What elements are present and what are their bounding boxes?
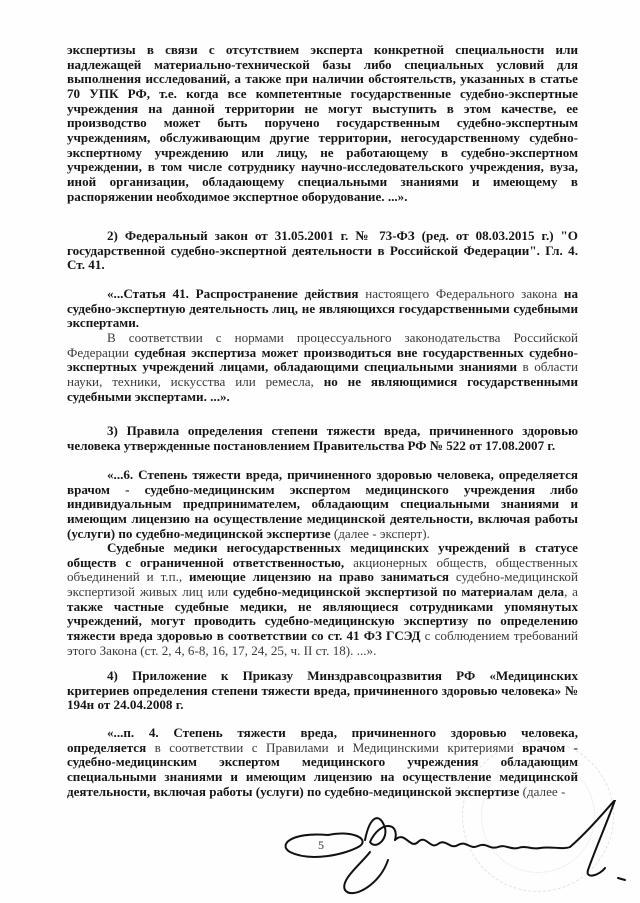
regular-text-run: В соответствии с нормами процессуального законодательства Российской Федерации <box>67 330 578 360</box>
paragraph-procedural-law <box>67 331 578 404</box>
bold-text-run: судебно-медицинской экспертизой по материалам дела <box>232 583 565 599</box>
regular-text-run: в области науки, техники, искусства или ремесла, <box>67 359 578 389</box>
bold-text-run: «...6. Степень тяжести вреда, причиненного здоровью человека, определяется врачом - судебно-медицинским экспертом медицинского учреждения либо индивидуальным предпринимателем, обладающим специальными знаниями и имеющим лицензию на осуществление медицинской деятельности, включая работы (услуги) по судебно-медицинской экспертизе <box>67 467 578 541</box>
signature-scribble <box>395 837 570 848</box>
signature-loop-left <box>286 833 363 856</box>
paragraph-article-41-quote <box>67 287 578 331</box>
regular-text-run: в соответствии с Правилами и Медицинскими критериями <box>146 739 523 755</box>
bold-text-run: 2) Федеральный закон от 31.05.2001 г. № 73-ФЗ (ред. от 08.03.2015 г.) "О государственной судебно-экспертной деятельности в Российской Федерации". Гл. 4. Ст. 41. <box>67 228 578 273</box>
bold-text-run: «...Статья 41. Распространение действия <box>107 286 359 301</box>
regular-text-run: , а <box>564 583 578 599</box>
bold-text-run: врачом - судебно-медицинским экспертом медицинского учреждения обладающим специальными знаниями и имеющим лицензию на осуществление медицинской деятельности, включая работы (услуги) по судебно-медицинской экспертизе <box>67 739 578 799</box>
bold-text-run: Судебные медики негосударственных медицинских учреждений в статусе обществ с ограниченной ответственностью, <box>67 540 578 570</box>
paragraph-expertise-assignment <box>67 43 578 204</box>
signature-dash <box>618 878 625 880</box>
bold-text-run: но не являющимися государственными судебными экспертами. ...». <box>67 373 578 404</box>
signature-lower-loop <box>344 852 388 893</box>
bold-text-run: судебная экспертиза может производиться вне государственных судебно-экспертных учреждений лицами, обладающими специальными знаниями <box>67 344 578 375</box>
bold-text-run: экспертизы в связи с отсутствием эксперта конкретной специальности или надлежащей материально-технической базы либо специальных условий для выполнения исследований, а также при наличии обстоятельств, указанных в статье 70 УПК РФ, т.е. когда все компетентные государственные судебно-экспертные учреждения на данной территории не могут выступить в этом качестве, ее производство может быть поручено государственным судебно-экспертным учреждениям, обслуживающим другие территории, негосударственному судебно-экспертному учреждению или лицу, не работающему в судебно-экспертном учреждении, в том числе сотруднику научно-исследовательского учреждения, вуза, иной организации, обладающему специальными знаниями и имеющему в распоряжении необходимое экспертное оборудование. ...». <box>67 42 578 204</box>
handwritten-signature <box>270 800 630 900</box>
paragraph-order-194n <box>67 669 578 713</box>
regular-text-run: акционерных обществ, общественных объединений и т.п., <box>67 554 578 585</box>
bold-text-run: на судебно-экспертную деятельность лиц, не являющихся государственными судебными экспертами. <box>67 286 578 331</box>
signature-tail <box>570 800 615 876</box>
paragraph-rules-522 <box>67 424 578 453</box>
bold-text-run: также частные судебные медики, не являющиеся сотрудниками упомянутых учреждений, могут проводить судебно-медицинскую экспертизу по определению тяжести вреда здоровью в соответствии со ст. 41 ФЗ ГСЭД <box>67 598 578 643</box>
paragraph-federal-law-73fz <box>67 229 578 273</box>
regular-text-run: (далее - эксперт). <box>330 525 430 541</box>
regular-text-run: с соблюдением требований этого Закона (ст. 2, 4, 6-8, 16, 17, 24, 25, ч. II ст. 18). ...». <box>67 627 579 658</box>
page-number: 5 <box>318 838 324 852</box>
bold-text-run: «...п. 4. Степень тяжести вреда, причиненного здоровью человека, определяется <box>67 725 578 755</box>
paragraph-rules-item-6-quote <box>67 468 578 541</box>
regular-text-run: (далее - <box>519 783 566 799</box>
paragraph-forensic-doctors <box>67 541 578 658</box>
bold-text-run: имеющие лицензию на право заниматься <box>189 569 450 585</box>
signature-flourish-top <box>365 818 396 845</box>
regular-text-run: судебно-медицинской экспертизой живых лиц или <box>67 569 578 599</box>
regular-text-run: настоящего Федерального закона <box>358 286 564 301</box>
bold-text-run: 4) Приложение к Приказу Минздравсоцразвития РФ «Медицинских критериев определения степени тяжести вреда, причиненного здоровью человека» № 194н от 24.04.2008 г. <box>67 668 578 713</box>
bold-text-run: 3) Правила определения степени тяжести вреда, причиненного здоровью человека утвержденные постановлением Правительства РФ № 522 от 17.08.2007 г. <box>67 423 578 453</box>
